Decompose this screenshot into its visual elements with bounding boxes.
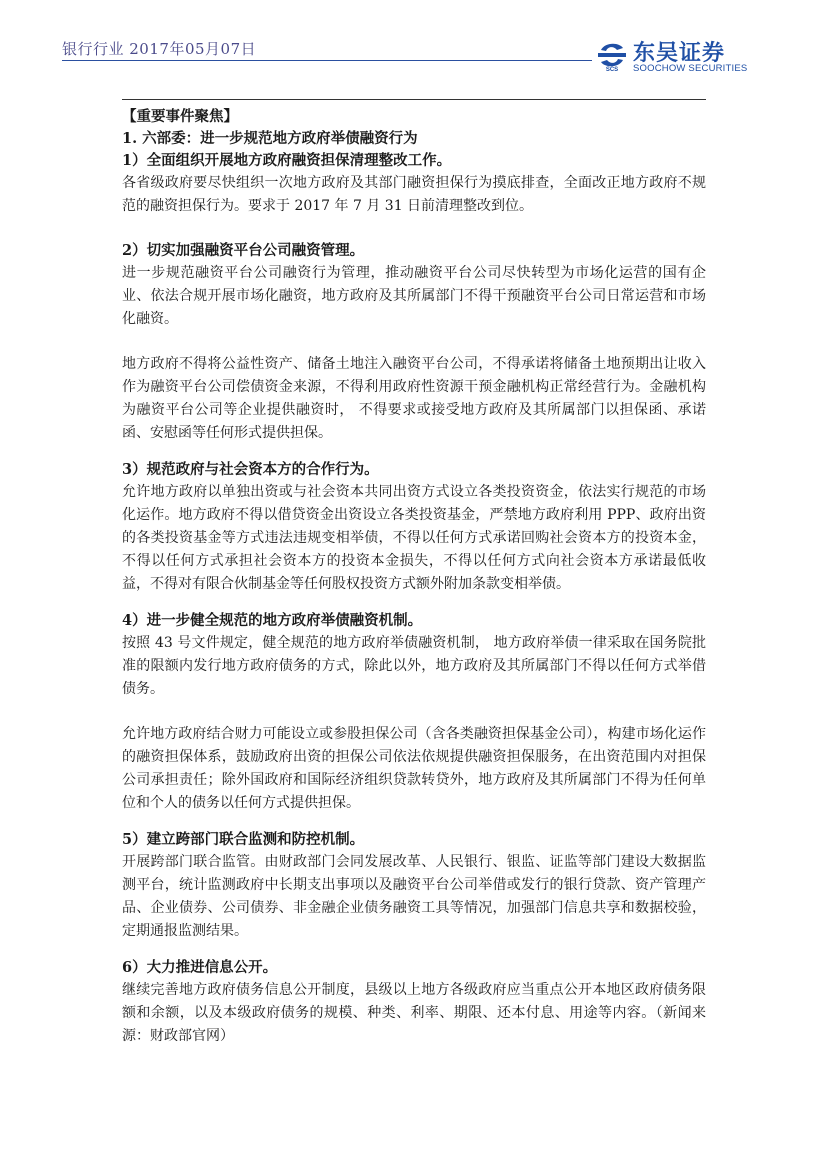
item-heading: 6）大力推进信息公开。 (122, 959, 278, 976)
item-heading: 5）建立跨部门联合监测和防控机制。 (122, 831, 365, 848)
item-heading: 4）进一步健全规范的地方政府举债融资机制。 (122, 612, 423, 629)
brand-name-en: SOOCHOW SECURITIES (633, 63, 748, 74)
item-heading: 1）全面组织开展地方政府融资担保清理整改工作。 (122, 152, 452, 169)
brand-logo (595, 36, 765, 76)
section-title: 【重要事件聚焦】 (122, 108, 238, 125)
item-paragraph: 进一步规范融资平台公司融资行为管理，推动融资平台公司尽快转型为市场化运营的国有企业、依法合规开展市场化融资，地方政府及其所属部门不得干预融资平台公司日常运营和市场化融资。 (122, 265, 706, 327)
item-paragraph: 地方政府不得将公益性资产、储备土地注入融资平台公司，不得承诺将储备土地预期出让收入作为融资平台公司偿债资金来源，不得利用政府性资源干预金融机构正常经营行为。金融机构为融资平台公司等企业提供融资时， 不得要求或接受地方政府及其所属部门以担保函、承诺函、安慰函等任何形式提供担保。 (122, 356, 706, 441)
report-header-date: 银行行业 2017年05月07日 (62, 40, 257, 58)
item-heading: 2）切实加强融资平台公司融资管理。 (122, 242, 365, 259)
item-paragraph: 允许地方政府结合财力可能设立或参股担保公司（含各类融资担保基金公司），构建市场化运作的融资担保体系，鼓励政府出资的担保公司依法依规提供融资担保服务，在出资范围内对担保公司承担责任；除外国政府和国际经济组织贷款转贷外，地方政府及其所属部门不得为任何单位和个人的债务以任何方式提供担保。 (122, 726, 706, 811)
item-paragraph: 按照 43 号文件规定，健全规范的地方政府举债融资机制， 地方政府举债一律采取在国务院批准的限额内发行地方政府债务的方式，除此以外，地方政府及其所属部门不得以任何方式举借债务。 (122, 635, 706, 697)
item-paragraph: 各省级政府要尽快组织一次地方政府及其部门融资担保行为摸底排查，全面改正地方政府不规范的融资担保行为。要求于 2017 年 7 月 31 日前清理整改到位。 (122, 175, 706, 214)
item-paragraph: 继续完善地方政府债务信息公开制度，县级以上地方各级政府应当重点公开本地区政府债务限额和余额，以及本级政府债务的规模、种类、利率、期限、还本付息、用途等内容。（新闻来源：财政部官网） (122, 982, 706, 1044)
brand-mark-text: SCS (605, 67, 619, 72)
brand-name-cn: 东吴证券 (633, 41, 726, 66)
topic-title: 1. 六部委：进一步规范地方政府举债融资行为 (122, 130, 418, 147)
item-paragraph: 开展跨部门联合监管。由财政部门会同发展改革、人民银行、银监、证监等部门建设大数据监测平台，统计监测政府中长期支出事项以及融资平台公司举借或发行的银行贷款、资产管理产品、企业债券、公司债券、非金融企业债务融资工具等情况，加强部门信息共享和数据校验，定期通报监测结果。 (122, 854, 706, 939)
brand-mark-icon (595, 38, 629, 72)
header-divider (62, 60, 592, 61)
report-body (122, 99, 706, 1048)
item-heading: 3）规范政府与社会资本方的合作行为。 (122, 461, 379, 478)
item-paragraph: 允许地方政府以单独出资或与社会资本共同出资方式设立各类投资资金，依法实行规范的市场化运作。地方政府不得以借贷资金出资设立各类投资基金，严禁地方政府利用 PPP、政府出资的各类投资基金等方式违法违规变相举债，不得以任何方式承诺回购社会资本方的投资本金，不得以任何方式承担社会资本方的投资本金损失，不得以任何方式向社会资本方承诺最低收益，不得对有限合伙制基金等任何股权投资方式额外附加条款变相举债。 (122, 484, 706, 592)
